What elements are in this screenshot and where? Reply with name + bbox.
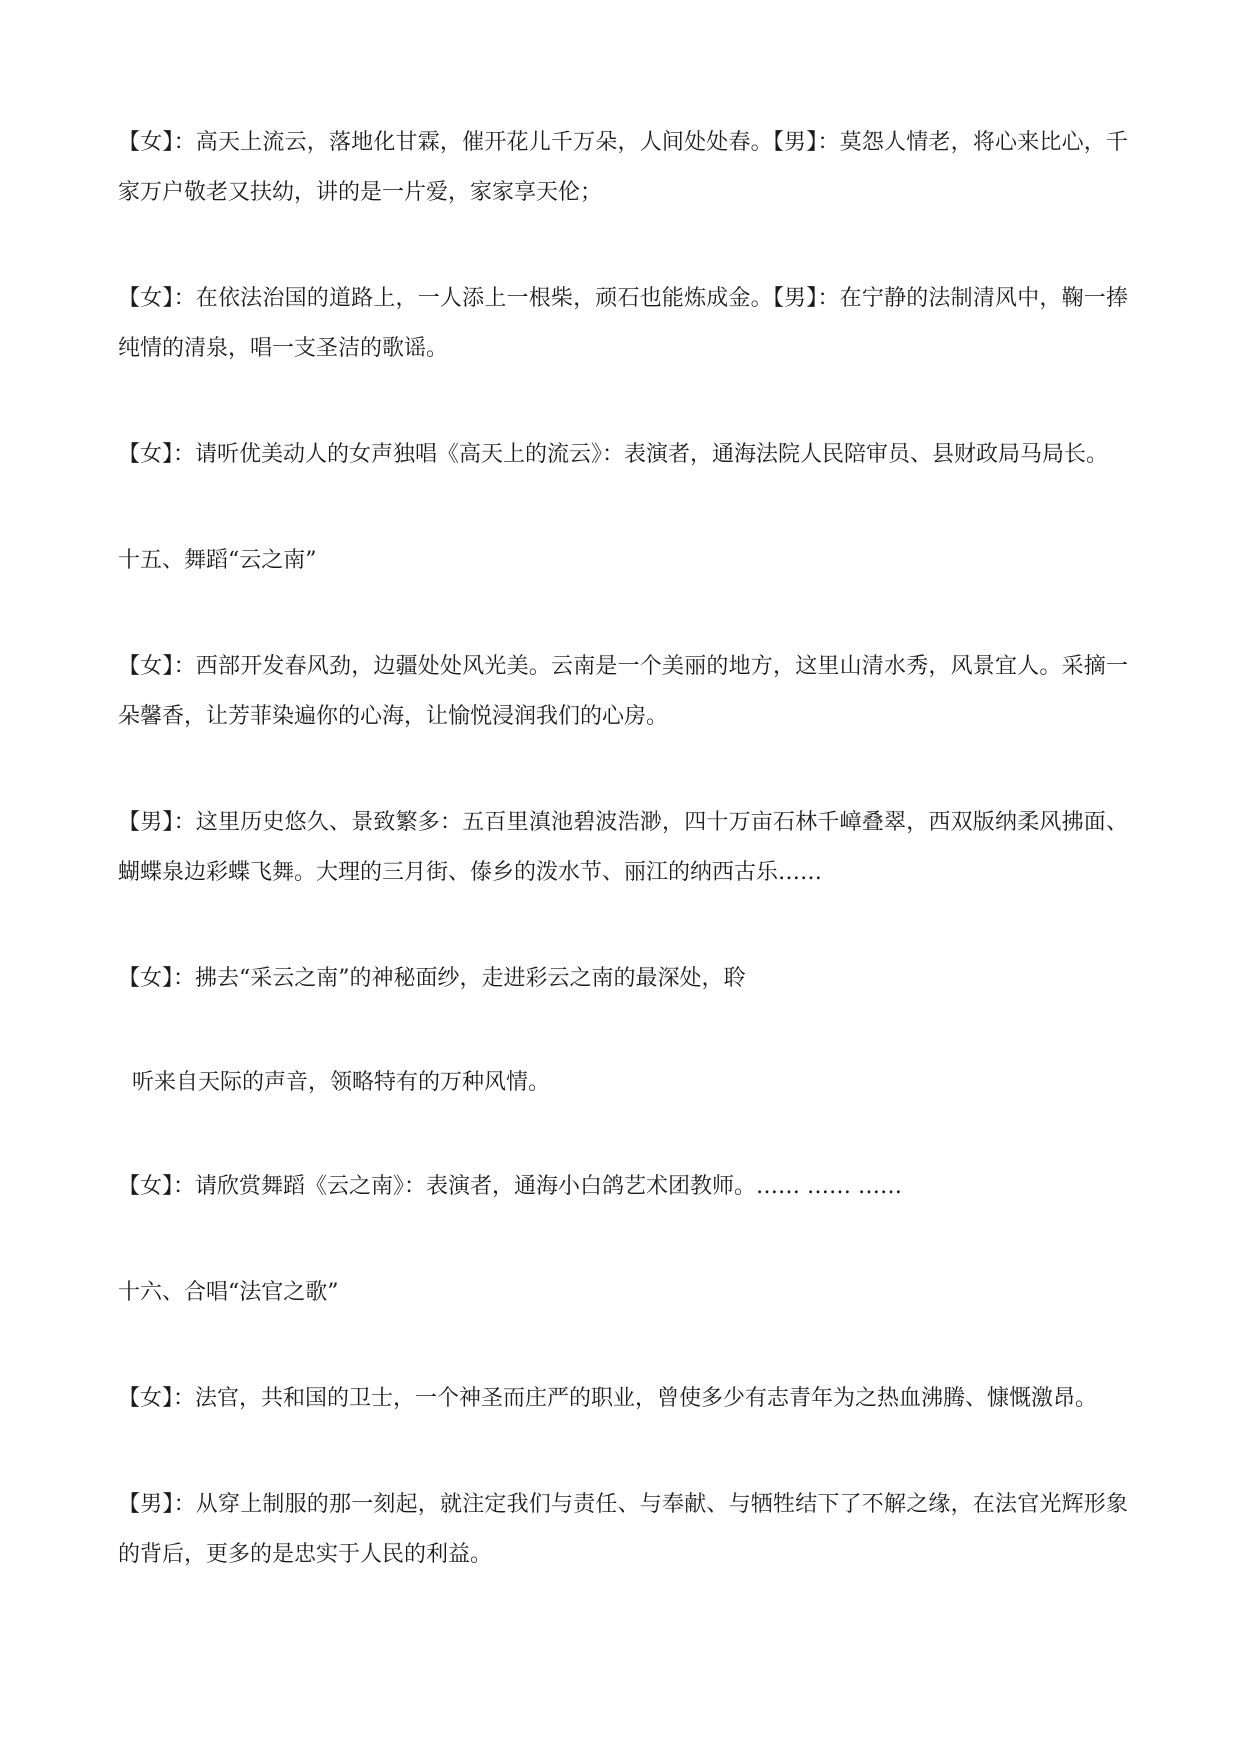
paragraph: 【女】：请欣赏舞蹈《云之南》：表演者，通海小白鸽艺术团教师。…… …… …… (118, 1174, 902, 1199)
paragraph: 【女】：西部开发春风劲，边疆处处风光美。云南是一个美丽的地方，这里山清水秀，风景宜人。采摘一朵馨香，让芳菲染遍你的心海，让愉悦浸润我们的心房。 (118, 654, 1128, 729)
section-heading: 十六、合唱“法官之歌” (118, 1280, 339, 1305)
paragraph: 【女】：请听优美动人的女声独唱《高天上的流云》：表演者，通海法院人民陪审员、县财政局马局长。 (118, 442, 1109, 467)
paragraph: 【男】：从穿上制服的那一刻起，就注定我们与责任、与奉献、与牺牲结下了不解之缘，在法官光辉形象的背后，更多的是忠实于人民的利益。 (118, 1492, 1128, 1567)
section-heading: 十五、舞蹈“云之南” (118, 548, 317, 573)
document-body (118, 118, 1128, 1636)
paragraph: 【女】：高天上流云，落地化甘霖，催开花儿千万朵，人间处处春。【男】：莫怨人情老，将心来比心，千家万户敬老又扶幼，讲的是一片爱，家家享天伦； (118, 130, 1128, 205)
paragraph: 【女】：拂去“采云之南”的神秘面纱，走进彩云之南的最深处，聆 (118, 966, 746, 991)
paragraph: 【女】：法官，共和国的卫士，一个神圣而庄严的职业，曾使多少有志青年为之热血沸腾、慷慨激昂。 (118, 1386, 1098, 1411)
paragraph: 【男】：这里历史悠久、景致繁多：五百里滇池碧波浩渺，四十万亩石林千嶂叠翠，西双版纳柔风拂面、蝴蝶泉边彩蝶飞舞。大理的三月街、傣乡的泼水节、丽江的纳西古乐…… (118, 810, 1128, 885)
paragraph: 【女】：在依法治国的道路上，一人添上一根柴，顽石也能炼成金。【男】：在宁静的法制清风中，鞠一捧纯情的清泉，唱一支圣洁的歌谣。 (118, 286, 1128, 361)
paragraph-continuation: 听来自天际的声音，领略特有的万种风情。 (132, 1070, 551, 1095)
